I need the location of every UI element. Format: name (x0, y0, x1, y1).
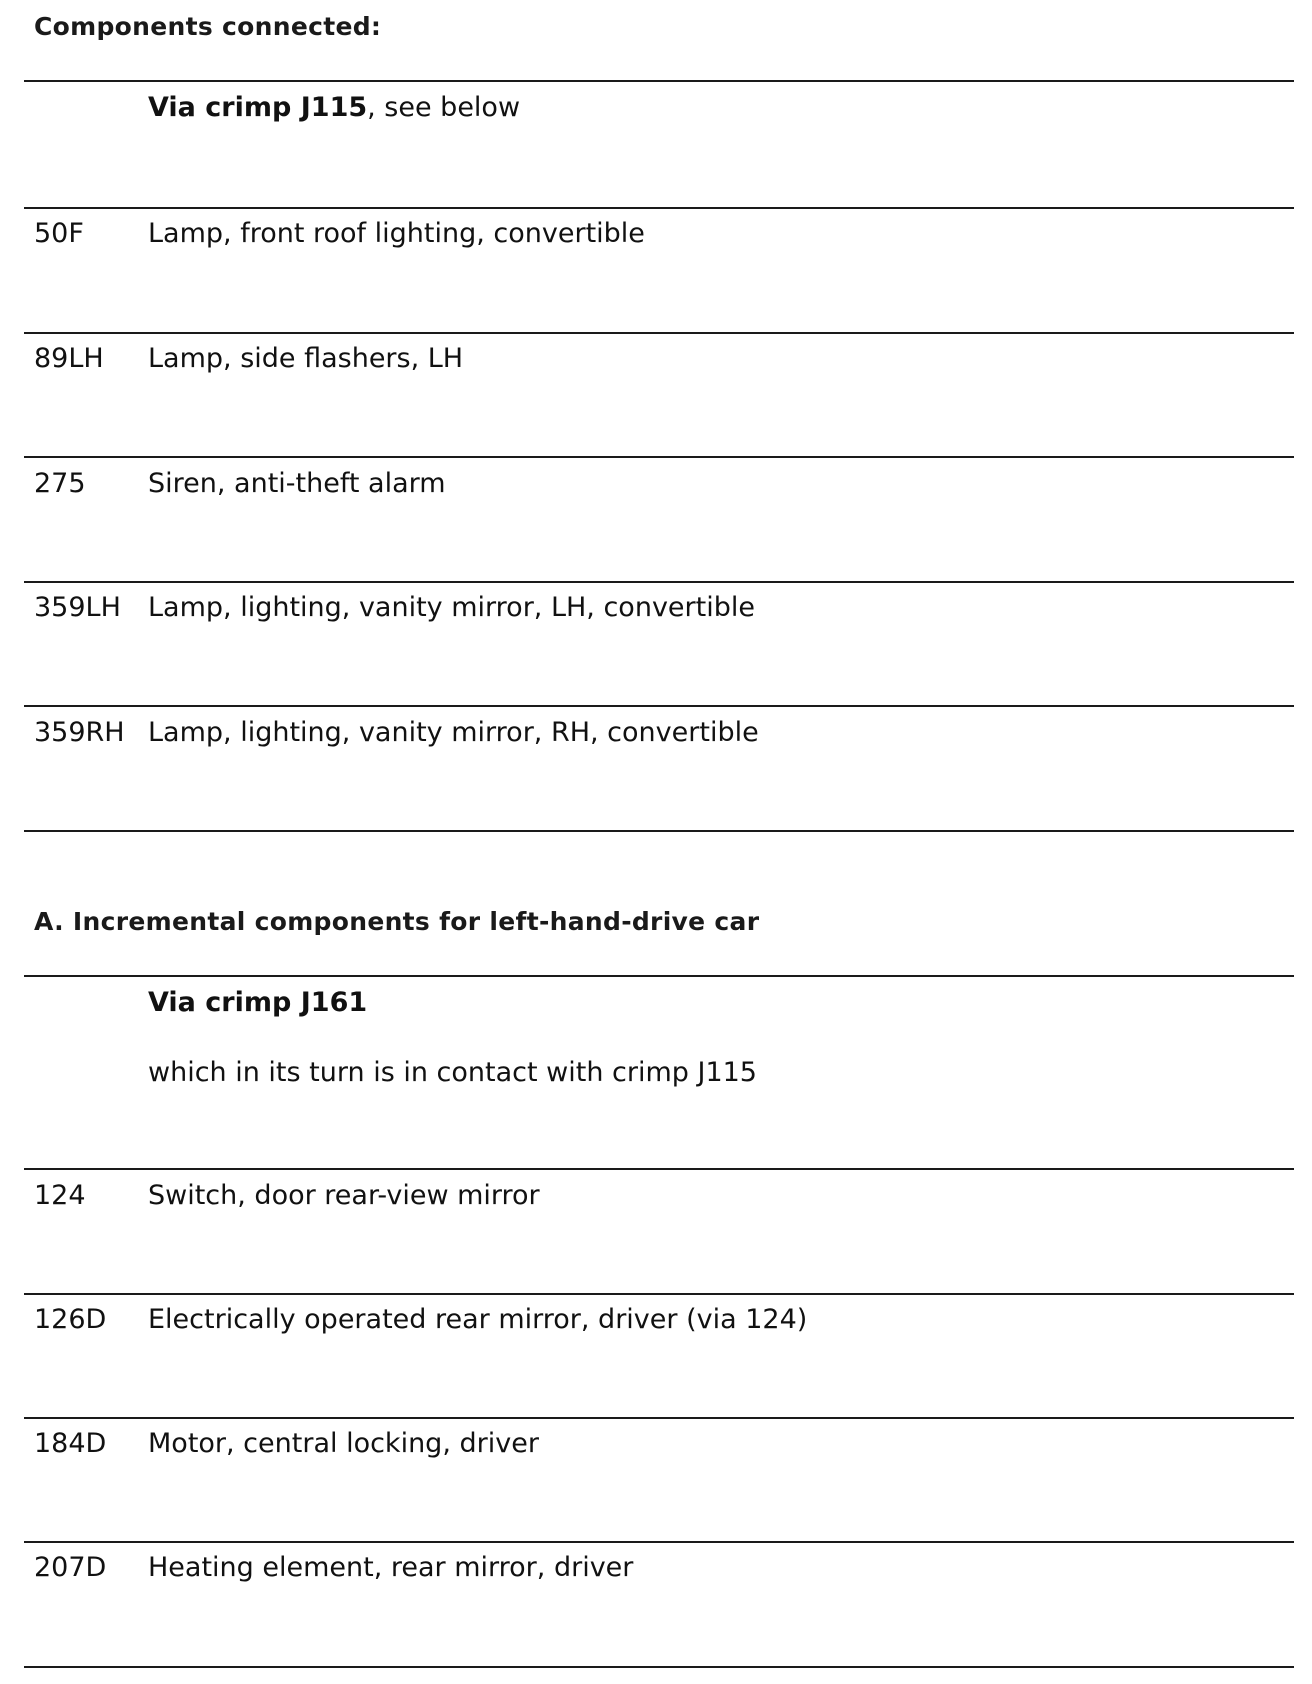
via-crimp-label: Via crimp J115 (148, 92, 368, 123)
via-crimp-j115 (148, 92, 520, 123)
component-code: 89LH (34, 343, 104, 374)
table-rule (24, 581, 1294, 583)
component-code: 207D (34, 1552, 107, 1583)
table-rule (24, 207, 1294, 209)
section-heading-components-connected: Components connected: (34, 12, 382, 41)
component-description: Lamp, lighting, vanity mirror, LH, convertible (148, 592, 755, 623)
component-description: Motor, central locking, driver (148, 1428, 539, 1459)
table-rule (24, 1417, 1294, 1419)
component-description: Heating element, rear mirror, driver (148, 1552, 634, 1583)
table-rule (24, 1168, 1294, 1170)
component-description: Electrically operated rear mirror, driver (via 124) (148, 1304, 808, 1335)
table-rule (24, 830, 1294, 832)
component-description: Lamp, side flashers, LH (148, 343, 464, 374)
table-rule (24, 80, 1294, 82)
section-heading-incremental-lhd: A. Incremental components for left-hand-drive car (34, 907, 760, 936)
component-code: 124 (34, 1180, 86, 1211)
component-code: 184D (34, 1428, 107, 1459)
via-crimp-note: which in its turn is in contact with crimp J115 (148, 1057, 757, 1088)
table-rule (24, 456, 1294, 458)
via-crimp-j161: Via crimp J161 (148, 987, 368, 1018)
component-description: Switch, door rear-view mirror (148, 1180, 540, 1211)
table-rule (24, 1666, 1294, 1668)
table-rule (24, 1293, 1294, 1295)
via-crimp-suffix: , see below (367, 92, 521, 123)
component-description: Lamp, front roof lighting, convertible (148, 218, 645, 249)
component-description: Siren, anti-theft alarm (148, 468, 446, 499)
component-code: 275 (34, 468, 86, 499)
table-rule (24, 975, 1294, 977)
component-description: Lamp, lighting, vanity mirror, RH, convertible (148, 717, 759, 748)
table-rule (24, 1541, 1294, 1543)
component-code: 359LH (34, 592, 121, 623)
component-code: 126D (34, 1304, 107, 1335)
table-rule (24, 332, 1294, 334)
component-code: 359RH (34, 717, 125, 748)
table-rule (24, 705, 1294, 707)
component-code: 50F (34, 218, 84, 249)
